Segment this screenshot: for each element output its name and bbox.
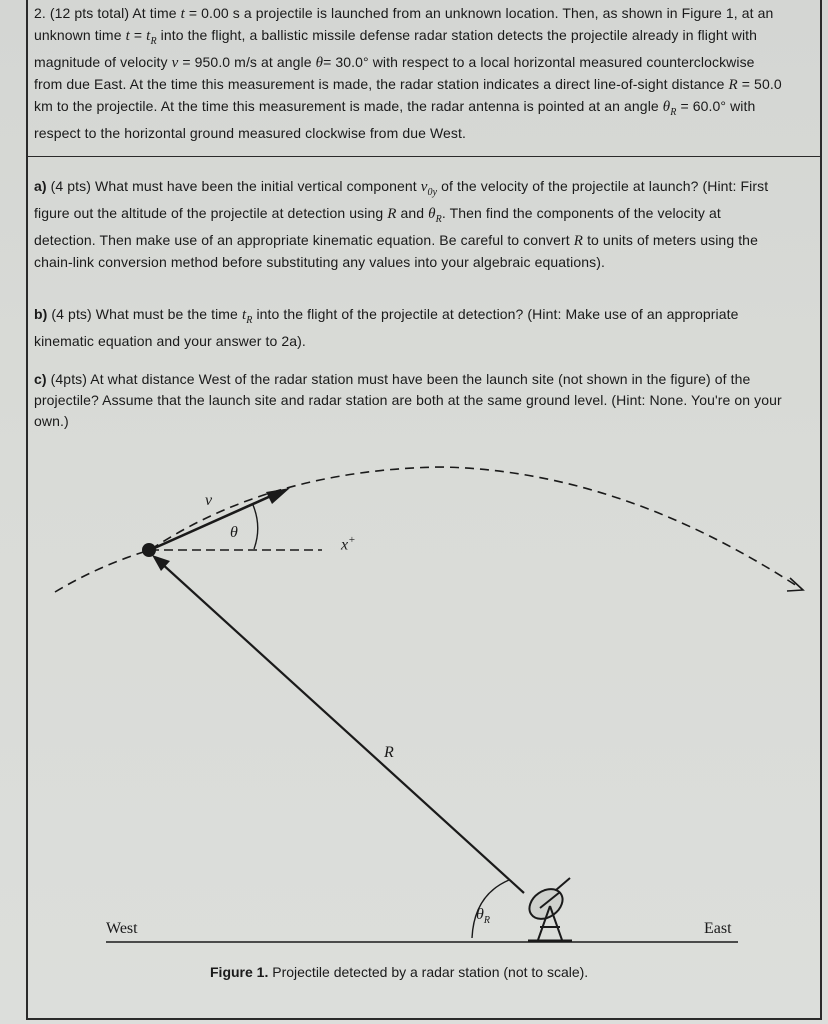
question-a: a) (4 pts) What must have been the initial vertical component $v_{0y}$ of the velocity of the projectile at launch? (Hint: First figure out the altitude of the projectile at detection using R and $\theta_R$. Then find the components of the velocity at detection. Then make use of an appropriate kinematic equation. Be careful to convert R to units of meters using the chain-link conversion method before substituting any values into your algebraic equations). <box>34 178 769 270</box>
label-west: West <box>106 920 138 937</box>
theta-arc <box>253 505 258 549</box>
label-east: East <box>704 920 732 937</box>
label-x-axis: x+ <box>341 534 356 554</box>
projectile-dot <box>142 543 156 557</box>
label-thetaR: $\theta_R$ <box>476 906 490 927</box>
radar-dish-icon <box>524 878 572 941</box>
trajectory-path <box>55 467 800 592</box>
line-of-sight-R <box>160 562 524 893</box>
velocity-arrowhead <box>266 488 290 504</box>
label-velocity: v <box>205 492 213 509</box>
figure-caption: Figure 1. Projectile detected by a radar station (not to scale). <box>210 964 589 980</box>
label-theta: θ <box>230 524 238 541</box>
velocity-vector <box>150 491 282 550</box>
label-R: R <box>384 744 394 761</box>
question-b: b) (4 pts) What must be the time $t_R$ into the flight of the projectile at detection? (Hint: Make use of an appropriate kinematic equation and your answer to 2a). <box>34 306 739 349</box>
problem-intro: 2. (12 pts total) At time t = 0.00 s a projectile is launched from an unknown location. Then, as shown in Figure 1, at an unknown time $t = t_R$ into the flight, a ballistic missile defense radar station detects the projectile already in flight with magnitude of velocity v = 950.0 m/s at angle θ= 30.0° with respect to a local horizontal measured counterclockwise from due East. At the time this measurement is made, the radar station indicates a direct line-of-sight distance R = 50.0 km to the projectile. At the time this measurement is made, the radar antenna is pointed at an angle $\theta_R = 60.0^\circ$ with respect to the horizontal ground measured clockwise from due West. <box>34 5 782 141</box>
question-c: c) (4pts) At what distance West of the radar station must have been the launch site (not shown in the figure) of the projectile? Assume that the launch site and radar station are both at the same ground level. (Hint: None. You're on your own.) <box>34 371 782 429</box>
